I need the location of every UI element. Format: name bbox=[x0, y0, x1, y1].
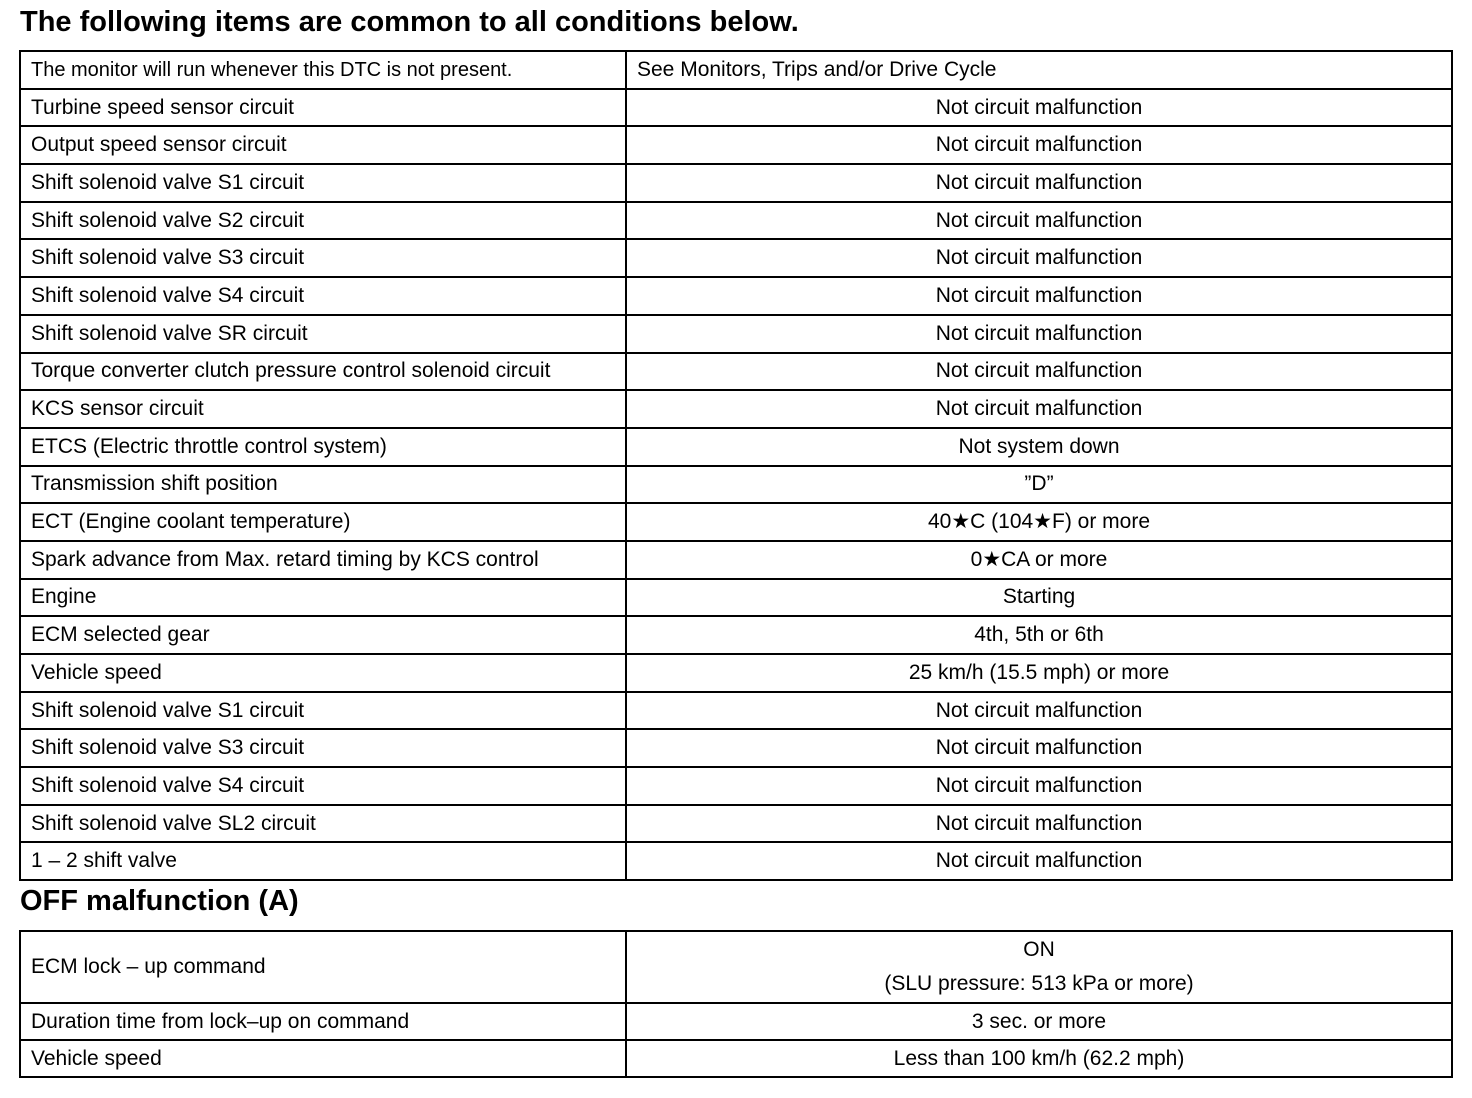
condition-value: Not circuit malfunction bbox=[626, 277, 1452, 315]
condition-item: KCS sensor circuit bbox=[20, 390, 626, 428]
condition-value: Not circuit malfunction bbox=[626, 239, 1452, 277]
condition-item: Torque converter clutch pressure control solenoid circuit bbox=[20, 353, 626, 391]
condition-value bbox=[626, 931, 1452, 1003]
table-row bbox=[20, 654, 1452, 692]
table-row bbox=[20, 541, 1452, 579]
table-row bbox=[20, 126, 1452, 164]
condition-value: Not circuit malfunction bbox=[626, 315, 1452, 353]
condition-value: Not circuit malfunction bbox=[626, 805, 1452, 843]
condition-value: Not circuit malfunction bbox=[626, 729, 1452, 767]
condition-item: Shift solenoid valve S1 circuit bbox=[20, 164, 626, 202]
table-row bbox=[20, 579, 1452, 617]
table-row bbox=[20, 692, 1452, 730]
table-row bbox=[20, 1003, 1452, 1040]
condition-value: Not circuit malfunction bbox=[626, 842, 1452, 880]
condition-value: ”D” bbox=[626, 466, 1452, 504]
table-row bbox=[20, 239, 1452, 277]
condition-item: ETCS (Electric throttle control system) bbox=[20, 428, 626, 466]
table-row bbox=[20, 805, 1452, 843]
condition-item: ECM lock – up command bbox=[20, 931, 626, 1003]
table-row bbox=[20, 353, 1452, 391]
condition-item: Vehicle speed bbox=[20, 654, 626, 692]
condition-item: Shift solenoid valve S3 circuit bbox=[20, 729, 626, 767]
table-row bbox=[20, 390, 1452, 428]
condition-item: Shift solenoid valve S3 circuit bbox=[20, 239, 626, 277]
condition-value: See Monitors, Trips and/or Drive Cycle bbox=[626, 51, 1452, 89]
table-row bbox=[20, 202, 1452, 240]
condition-item: ECM selected gear bbox=[20, 616, 626, 654]
table-row bbox=[20, 842, 1452, 880]
table-row bbox=[20, 767, 1452, 805]
condition-item: 1 – 2 shift valve bbox=[20, 842, 626, 880]
condition-item: Shift solenoid valve S2 circuit bbox=[20, 202, 626, 240]
condition-item: Turbine speed sensor circuit bbox=[20, 89, 626, 127]
condition-value: 3 sec. or more bbox=[626, 1003, 1452, 1040]
condition-item: Shift solenoid valve SR circuit bbox=[20, 315, 626, 353]
condition-value: 4th, 5th or 6th bbox=[626, 616, 1452, 654]
condition-item: Vehicle speed bbox=[20, 1040, 626, 1077]
table-row bbox=[20, 616, 1452, 654]
condition-value: Not circuit malfunction bbox=[626, 767, 1452, 805]
condition-item: Shift solenoid valve S1 circuit bbox=[20, 692, 626, 730]
condition-item: Spark advance from Max. retard timing by KCS control bbox=[20, 541, 626, 579]
condition-value: Not circuit malfunction bbox=[626, 164, 1452, 202]
condition-item: The monitor will run whenever this DTC is not present. bbox=[20, 51, 626, 89]
off-malfunction-table bbox=[19, 930, 1453, 1078]
condition-value: Not circuit malfunction bbox=[626, 126, 1452, 164]
condition-item: Output speed sensor circuit bbox=[20, 126, 626, 164]
table-row bbox=[20, 51, 1452, 89]
condition-value: Less than 100 km/h (62.2 mph) bbox=[626, 1040, 1452, 1077]
condition-value: Not circuit malfunction bbox=[626, 390, 1452, 428]
table-row bbox=[20, 729, 1452, 767]
condition-item: Transmission shift position bbox=[20, 466, 626, 504]
table-row bbox=[20, 89, 1452, 127]
condition-value: Not circuit malfunction bbox=[626, 89, 1452, 127]
common-conditions-table bbox=[19, 50, 1453, 881]
condition-value: 25 km/h (15.5 mph) or more bbox=[626, 654, 1452, 692]
condition-value: Not circuit malfunction bbox=[626, 353, 1452, 391]
condition-value: 40★C (104★F) or more bbox=[626, 503, 1452, 541]
condition-value: Not system down bbox=[626, 428, 1452, 466]
condition-item: Shift solenoid valve SL2 circuit bbox=[20, 805, 626, 843]
table-row bbox=[20, 277, 1452, 315]
condition-value-line: (SLU pressure: 513 kPa or more) bbox=[884, 972, 1194, 995]
condition-value: Starting bbox=[626, 579, 1452, 617]
table-row bbox=[20, 1040, 1452, 1077]
condition-value: 0★CA or more bbox=[626, 541, 1452, 579]
condition-value-line: ON bbox=[1023, 938, 1055, 961]
common-conditions-heading: The following items are common to all conditions below. bbox=[20, 6, 799, 38]
table-row bbox=[20, 503, 1452, 541]
off-malfunction-heading: OFF malfunction (A) bbox=[20, 885, 299, 917]
condition-item: Shift solenoid valve S4 circuit bbox=[20, 767, 626, 805]
table-row bbox=[20, 466, 1452, 504]
condition-item: Shift solenoid valve S4 circuit bbox=[20, 277, 626, 315]
table-row bbox=[20, 428, 1452, 466]
table-row bbox=[20, 164, 1452, 202]
table-row bbox=[20, 315, 1452, 353]
condition-item: ECT (Engine coolant temperature) bbox=[20, 503, 626, 541]
condition-value: Not circuit malfunction bbox=[626, 202, 1452, 240]
condition-item: Duration time from lock–up on command bbox=[20, 1003, 626, 1040]
table-row bbox=[20, 931, 1452, 1003]
condition-item: Engine bbox=[20, 579, 626, 617]
condition-value: Not circuit malfunction bbox=[626, 692, 1452, 730]
